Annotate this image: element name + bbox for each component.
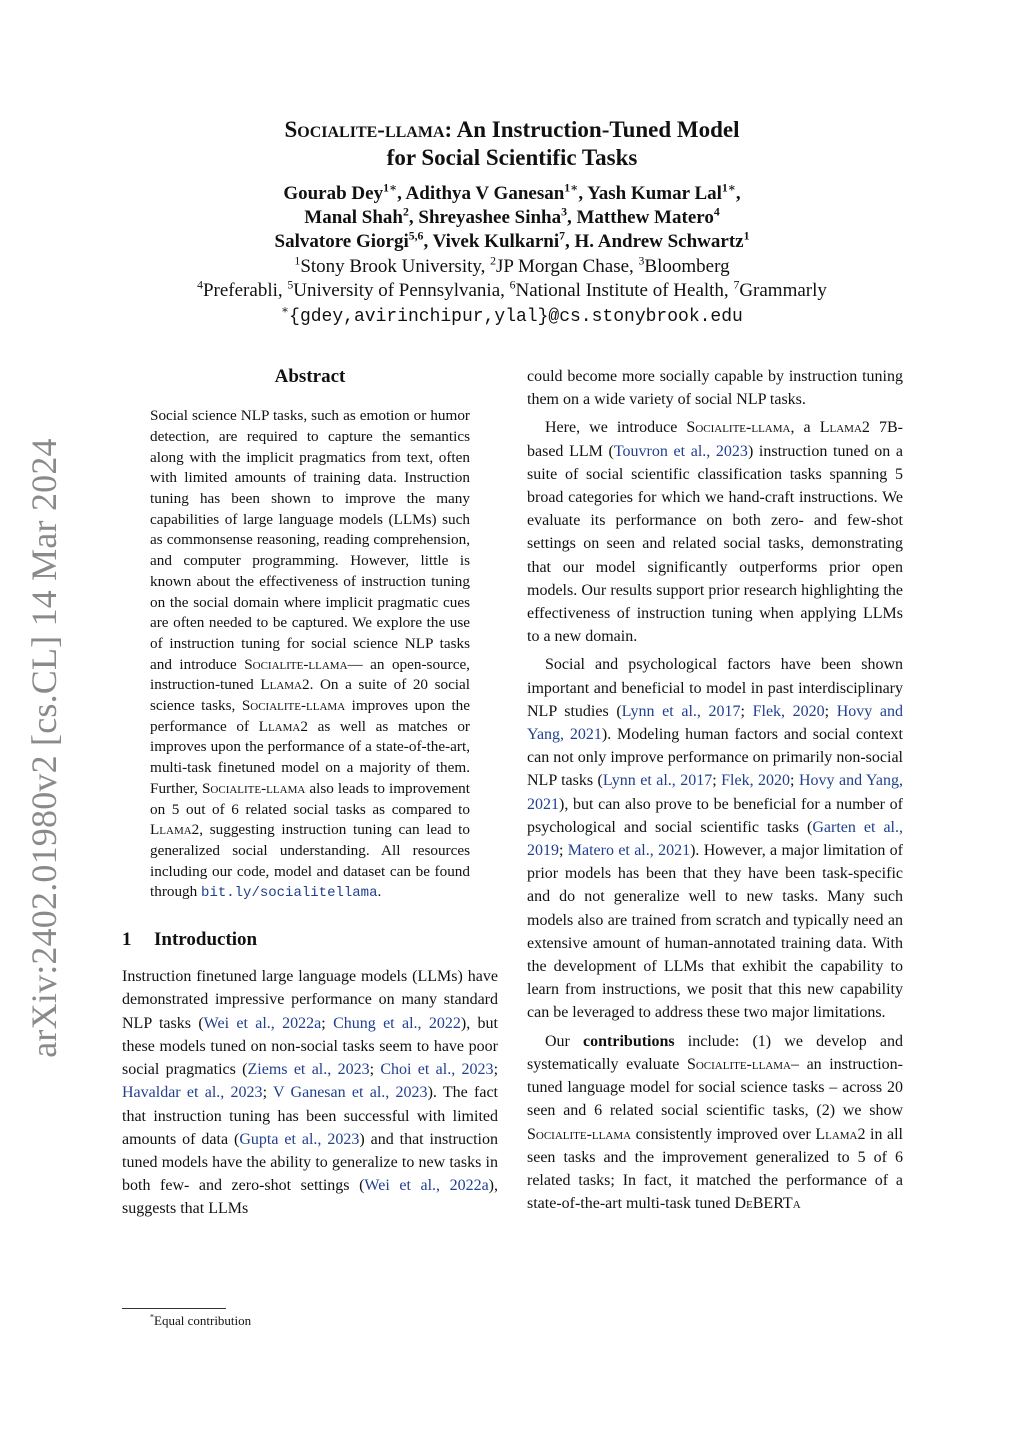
citation-link[interactable]: Garten et al., 2019 (527, 818, 903, 860)
author-name: Shreyashee Sinha$^3$, (418, 205, 577, 228)
citation-link[interactable]: Havaldar et al., 2023 (122, 1084, 263, 1102)
abstract-body: Social science NLP tasks, such as emotion or humor detection, are required to capture the semantics along with the implicit pragmatics from text, often with limited amounts of training data. Instruction tuning has been shown to improve the many capabilities of large language models (LLMs) such as commonsense reasoning, reading comprehension, and computer programming. However, little is known about the effectiveness of instruction tuning on the social domain where implicit pragmatic cues are often needed to be captured. We explore the use of instruction tuning for social science NLP tasks and introduce Socialite-llama— an open-source, instruction-tuned Llama2. On a suite of 20 social science tasks, Socialite-llama improves upon the performance of Llama2 as well as matches or improves upon the performance of a state-of-the-art, multi-task finetuned model on a majority of them. Further, Socialite-llama also leads to improvement on 5 out of 6 related social tasks as compared to Llama2, suggesting instruction tuning can lead to generalized social understanding. All resources including our code, model and dataset can be found through bit.ly/socialitellama. (150, 407, 471, 902)
footnote: *Equal contribution (150, 1312, 252, 1328)
author-name: Adithya V Ganesan$^{1∗}$, (405, 181, 588, 204)
citation-link[interactable]: Hovy and Yang, 2021 (527, 772, 903, 813)
affiliation: $^7$Grammarly (733, 278, 827, 301)
left-column (122, 365, 498, 1221)
citation-link[interactable]: Hovy and Yang, 2021 (527, 702, 904, 744)
citation-link[interactable]: Matero et al., 2021 (567, 842, 691, 860)
author-name: Manal Shah$^2$, (304, 205, 419, 228)
email-address[interactable]: {gdey,avirinchipur,ylal}@cs.stonybrook.edu (289, 307, 743, 327)
arxiv-identifier-stamp: arXiv:2402.01980v2 [cs.CL] 14 Mar 2024 (24, 438, 64, 1058)
citation-link[interactable]: Wei et al., 2022a (203, 1014, 322, 1032)
email-line: ∗{gdey,avirinchipur,ylal}@cs.stonybrook.edu (281, 303, 743, 327)
author-line (0, 207, 1024, 229)
right-column (527, 365, 903, 1215)
author-name: Matthew Matero$^4$ (576, 205, 720, 228)
intro-paragraph-1: Instruction finetuned large language models (LLMs) have demonstrated impressive performance on many standard NLP tasks (Wei et al., 2022a; Chung et al., 2022), but these models tuned on non-social tasks seem to have poor social pragmatics (Ziems et al., 2023; Choi et al., 2023; Havaldar et al., 2023; V Ganesan et al., 2023). The fact that instruction tuning has been successful with limited amounts of data (Gupta et al., 2023) and that instruction tuned models have the ability to generalize to new tasks in both few- and zero-shot settings (Wei et al., 2022a), suggests that LLMs (122, 968, 499, 1218)
affiliation: $^5$University of Pennsylvania, (287, 278, 510, 301)
footnote-divider (122, 1308, 226, 1309)
citation-link[interactable]: Touvron et al., 2023 (613, 442, 748, 460)
abstract-heading: Abstract (274, 366, 346, 387)
citation-link[interactable]: Flek, 2020 (752, 702, 825, 720)
paper-title-line-1: Socialite-llama: An Instruction-Tuned Model (284, 117, 740, 142)
citation-link[interactable]: Lynn et al., 2017 (602, 772, 713, 790)
paper-title-line-2: for Social Scientific Tasks (386, 145, 638, 170)
citation-link[interactable]: Gupta et al., 2023 (239, 1130, 360, 1148)
author-name: H. Andrew Schwartz$^1$ (574, 229, 750, 252)
citation-link[interactable]: Flek, 2020 (721, 772, 791, 790)
affiliation-line (0, 256, 1024, 278)
author-name: Vivek Kulkarni$^7$, (432, 229, 575, 252)
author-line (0, 231, 1024, 253)
affiliation: $^1$Stony Brook University, (294, 254, 491, 277)
intro-paragraph-4: Our contributions include: (1) we develop and systematically evaluate Socialite-llama– an instruction-tuned language model for social science tasks – across 20 seen and 6 related social scientific tasks, (2) we show Socialite-llama consistently improved over Llama2 in all seen tasks and the improvement generalized to 5 of 6 related tasks; In fact, it matched the performance of a state-of-the-art multi-task tuned DeBERTa (527, 1032, 904, 1213)
affiliation: $^4$Preferabli, (197, 278, 288, 301)
affiliation: $^3$Bloomberg (638, 254, 730, 277)
model-name: Socialite-llama (284, 117, 445, 142)
affiliation: $^2$JP Morgan Chase, (490, 254, 639, 277)
citation-link[interactable]: Wei et al., 2022a (364, 1177, 489, 1195)
author-name: Yash Kumar Lal$^{1∗}$, (587, 181, 741, 204)
citation-link[interactable]: V Ganesan et al., 2023 (273, 1084, 428, 1102)
intro-paragraph-2: Here, we introduce Socialite-llama, a Llama2 7B-based LLM (Touvron et al., 2023) instruction tuned on a suite of social scientific classification tasks spanning 5 broad categories for which we hand-craft instructions. We evaluate its performance on both zero- and few-shot settings on seen and related social tasks, demonstrating that our model significantly outperforms prior open models. Our results support prior research highlighting the effectiveness of instruction tuning when applying LLMs to a new domain. (527, 419, 904, 646)
citation-link[interactable]: Ziems et al., 2023 (247, 1061, 370, 1079)
affiliation-line (0, 280, 1024, 302)
resource-link[interactable]: bit.ly/socialitellama (201, 885, 378, 902)
author-line (0, 183, 1024, 205)
author-name: Salvatore Giorgi$^{5,6}$, (274, 229, 433, 252)
intro-paragraph-3: Social and psychological factors have been shown important and beneficial to model in past interdisciplinary NLP studies (Lynn et al., 2017; Flek, 2020; Hovy and Yang, 2021). Modeling human factors and social context can not only improve performance on primarily non-social NLP tasks (Lynn et al., 2017; Flek, 2020; Hovy and Yang, 2021), but can also prove to be beneficial for a number of psychological and social scientific tasks (Garten et al., 2019; Matero et al., 2021). However, a major limitation of prior models has been that they have been task-specific and do not generalize well to new tasks. Many such models also are trained from scratch and typically need an extensive amount of human-annotated training data. With the development of LLMs that exhibit the capability to learn from instructions, we posit that this new capability can be leveraged to address these two major limitations. (527, 656, 904, 1022)
intro-paragraph-1-continued: could become more socially capable by instruction tuning them on a wide variety of social NLP tasks. (527, 368, 903, 409)
affiliation: $^6$National Institute of Health, (509, 278, 734, 301)
citation-link[interactable]: Lynn et al., 2017 (621, 702, 741, 720)
author-name: Gourab Dey$^{1∗}$, (283, 181, 406, 204)
section-heading-introduction: 1 Introduction (122, 929, 258, 951)
citation-link[interactable]: Choi et al., 2023 (380, 1061, 494, 1079)
citation-link[interactable]: Chung et al., 2022 (333, 1014, 461, 1032)
